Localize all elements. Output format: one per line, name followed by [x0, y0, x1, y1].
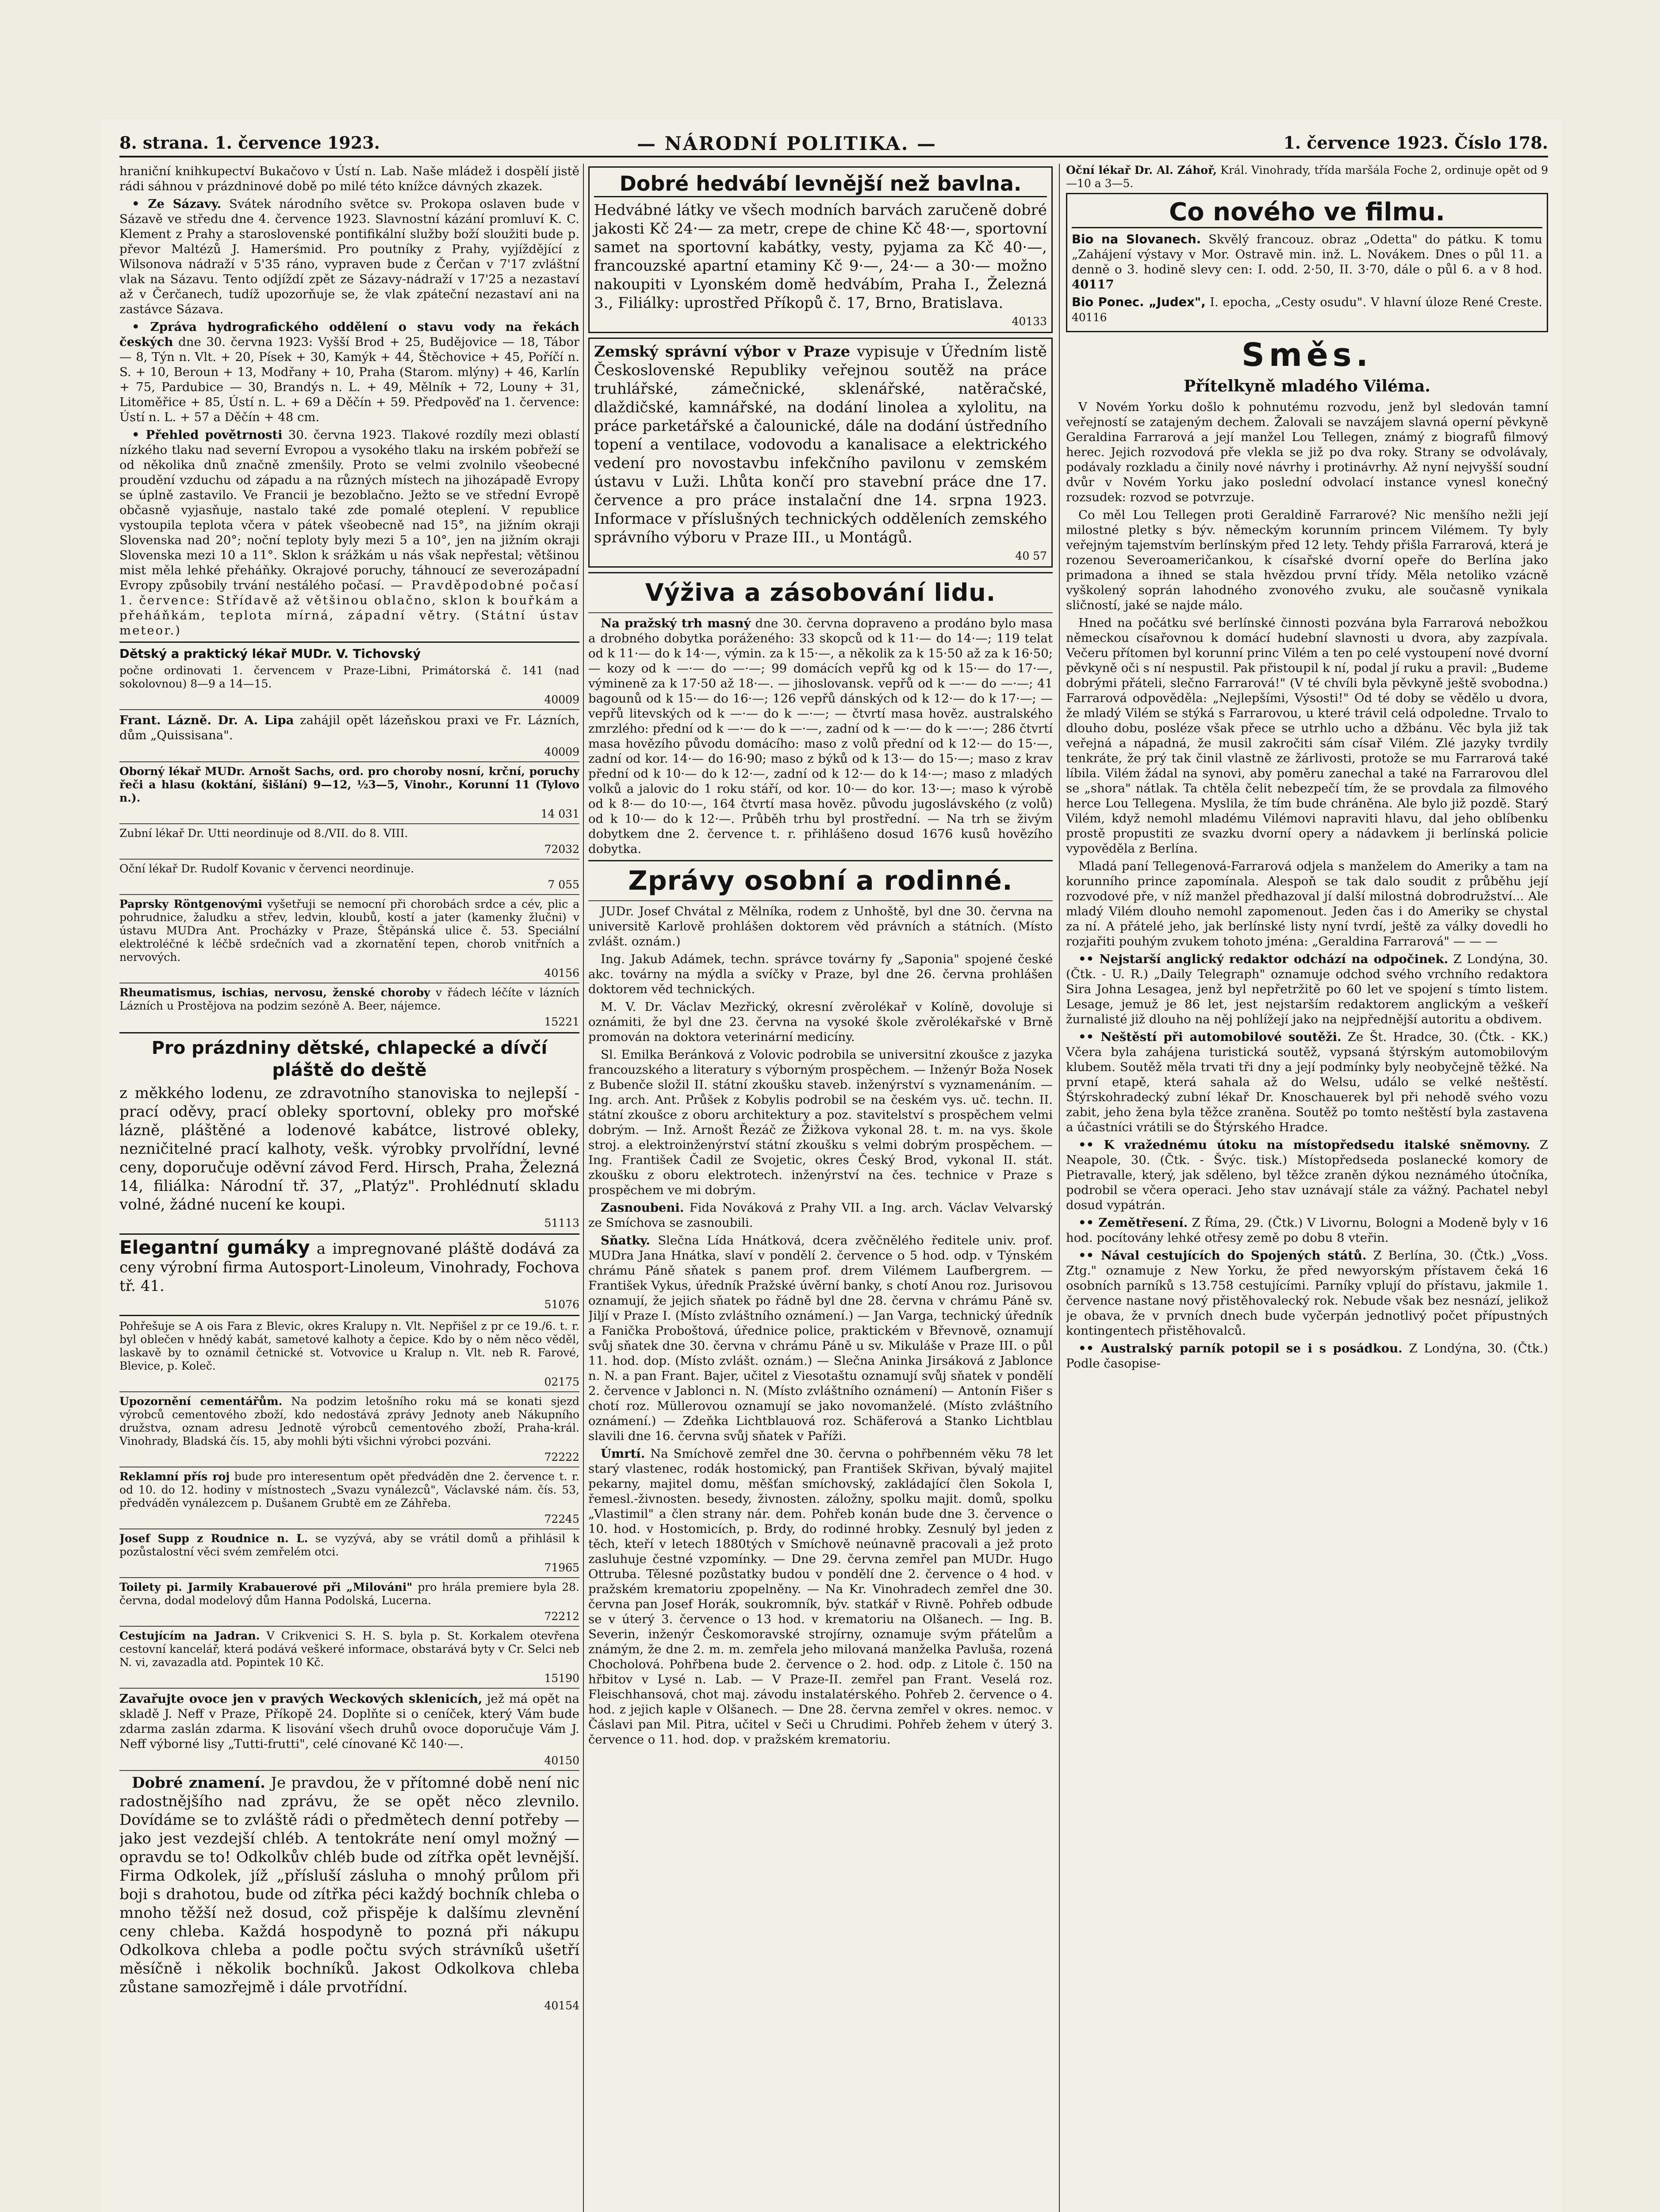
divider: [119, 1577, 579, 1578]
divider: [119, 709, 579, 710]
news-italy-lead: •• K vražednému útoku na místopředsedu italské sněmovny.: [1078, 1138, 1530, 1152]
divider: [119, 1770, 579, 1771]
ad-zahor-body: Král. Vinohrady, třída maršála Foche 2, ordinuje opět od 9—10 a 3—5.: [1066, 164, 1548, 190]
story-p4: Mladá paní Tellegenová-Farrarová odjela s manželem do Ameriky a tam na korunního prince zapomínala. Alespoň se tak dalo soudit z průběhu její rozvodové pře, v níž manžel předhazoval jí další milostná dobrodružství... Ale mladý Vilém dlouho nemohl zapomenout. Jeden čas i do Ameriky se chystal za ní. A přátelé jeho, jak berlínské listy nyní tvrdí, ještě za války dovedli ho rozjařiti pouhým zvukem tohoto jména: „Geraldina Farrarová" — — —: [1066, 859, 1548, 949]
column-rule-1: [583, 164, 584, 2212]
ad-number: 15221: [544, 1015, 579, 1028]
ad-weck: [119, 1691, 579, 1751]
ad-number: 40150: [544, 1754, 579, 1767]
ad-rheuma: [119, 986, 579, 1029]
divider: [119, 761, 579, 762]
news-lesage-body: Z Londýna, 30. (Čtk. - U. R.) „Daily Telegraph" oznamuje odchod svého vrchního redaktora Sira Johna Lesagea, jenž byl nepřetržitě po 60 let ve spojení s tímto listem. Lesage, jemuž je 86 let, jest nejstarším redaktorem anglickým a veškeří žurnalisté již dlouho na něj pohlížejí jako na nejpřednější autoritu a obdivem.: [1066, 952, 1548, 1026]
ad-number: 7 055: [548, 878, 579, 891]
ad-rontgen-body: vyšetřuji se nemocní při chorobách srdce a cév, plic a pohrudnice, žaludku a střev, ledvin, kloubů, kostí a jater (kamenky žlučni) v ústavu MUDra Ant. Procházky v Praze, Štěpánská ulice č. 53. Speciální elektroléčné k léčbě srdečních vad a zkornatění tepen, chorob vnitřních a nervových.: [119, 898, 579, 964]
article-weather-body: 30. června 1923. Tlakové rozdíly mezi oblastí nízkého tlaku nad severní Evropou a vysokého tlaku na irském pobřeží se od několika dnů značně zmenšily. Proto se velmi zvolnilo všeobecné proudění vzduchu od západu a na různých místech na jihozápadě Evropy se úplně zastavilo. Ve Francii je bezoblačno. Ježto se ve střední Evropě občasně vyjasňuje, nastalo také zde pomalé oteplení. V republice vystoupila teplota včera v pátek všeobecně nad 15°, na jižním okraji Slovenska nad 20°; noční teploty byly mezi 5 a 10°, jen na jižním okraji Slovenska mezi 10 a 11°. Sklon k srážkám u nás však nepřestal; většinou mist měla lehké přeháňky. Okrajové poruchy, táhnoucí ze severozápadní Evropy způsobily trvání nestálého počasí.: [119, 428, 579, 592]
film-ponec-body: I. epocha, „Cesty osudu". V hlavní úloze René Creste.: [1210, 295, 1542, 309]
news-auto-body: Ze Št. Hradce, 30. (Čtk. - KK.) Včera byla zahájena turistická soutěž, vypsaná štýrským automobilovým klubem. Soutěž měla trvati tři dny a její podmínky byly neobyčejně těžké. Na první etapě, která sahala až do Welsu, událo se velké neštěstí. Štýrskohradecký zubní lékař Dr. Knoschauerek byl při nehodě svého vozu zabit, jeho žena byla těžce zraněna. Soutěž po tomto neštěstí byla zastavena a účastníci vrátili se do Štýrského Hradce.: [1066, 1030, 1548, 1134]
divider: [588, 572, 1053, 573]
divider: [588, 860, 1053, 861]
news-earthquake-body: Z Říma, 29. (Čtk.) V Livornu, Bologni a Modeně byly v 16 hod. pocítovány lehké otřesy země po dobu 8 vteřin.: [1066, 1216, 1548, 1245]
news-italy: [1066, 1137, 1548, 1213]
ad-gumaky-body: a impregnované pláště dodává za ceny výrobní firma Autosport-Linoleum, Vinohrady, Fochova tř. 41.: [119, 1240, 579, 1295]
divider: [119, 641, 579, 643]
divider: [119, 1032, 579, 1033]
ad-number: 51076: [544, 1298, 579, 1311]
ad-toilety-title: Toilety pi. Jarmily Krabauerové při „Milováni": [119, 1581, 413, 1594]
ad-number: 40009: [544, 693, 579, 706]
column-3: [1066, 164, 1548, 2212]
ad-gumaky: [119, 1238, 579, 1311]
story-title: Přítelkyně mladého Viléma.: [1184, 377, 1430, 396]
ad-supp-title: Josef Supp z Roudnice n. L.: [119, 1532, 308, 1545]
story-p2: Co měl Lou Tellegen proti Geraldině Farrarové? Nic menšího nežli její milostné pletky s býv. německým korunním princem Vilémem. Ty byly veřejným tajemstvím berlínským před 12 lety. Tehdy přišla Farrarová, která je rozenou Severoameričankou, k císařské dvorní opeře do Berlína jako primadona a ihned se stala hvězdou první třídy. Měla netoliko vzácně vyškolený soprán lahodného zvonového zvuku, ale současně vynikala sličností, jaké se najde málo.: [1066, 508, 1548, 612]
personal-engagements: [588, 1200, 1053, 1230]
ad-gumaky-title: Elegantní gumáky: [119, 1237, 310, 1258]
news-lesage: [1066, 952, 1548, 1027]
film-slovany: [1072, 232, 1542, 292]
divider: [119, 1233, 579, 1235]
news-immigration-lead: •• Nával cestujících do Spojených států.: [1078, 1248, 1367, 1263]
news-italy-body: Z Neapole, 30. (Čtk. - Švýc. tisk.) Místopředseda poslanecké komory de Pietravalle, který, jak sděleno, byl těžce zraněn dýkou neznámého útočníka, podrobil se včera operaci. Jeho stav uznávají stále za vážný. Pachatel nebyl dosud vypátrán.: [1066, 1138, 1548, 1212]
ad-odkolek: [119, 1774, 579, 1997]
personal-exams: Sl. Emilka Beránková z Volovic podrobila se universitní zkoušce z jazyka francouzského a literatury s výborným prospěchem. — Inženýr Boža Nosek z Bubenče složil II. státní zkoušku staveb. inženýrství s vyznamenáním. — Ing. arch. Ant. Průšek z Kobylis podrobil se na českém vys. uč. techn. II. státní zkoušce z oboru architektury a poz. stavitelství s prospěchem velmi dobrým. — Inž. Arnošt Řezáč ze Žižkova vykonal 28. t. m. na vys. škole stroj. a elektroinženýrství státní zkoušku s velmi dobrým prospěchem. — Ing. František Čadil ze Svojetic, okres Český Brod, vykonal II. stát. zkoušku z oboru elektrotech. inženýrství na čes. technice v Praze s prospěchem ve mi dobrým.: [588, 1048, 1053, 1197]
news-immigration: [1066, 1248, 1548, 1338]
ad-tichovsky-title: Dětský a praktický lékař MUDr. V. Tichovský: [119, 647, 421, 661]
ad-sachs-body: Oborný lékař MUDr. Arnošt Sachs, ord. pro choroby nosní, krční, poruchy řeči a hlasu (koktání, šišlání) 9—12, ½3—5, Vinohr., Korunní 11 (Tylovo n.).: [119, 765, 579, 804]
column-1: [119, 164, 579, 2212]
article-weather-lead: • Přehled povětrnosti: [132, 428, 283, 442]
news-steamer-body: Z Londýna, 30. (Čtk.) Podle časopise-: [1066, 1341, 1548, 1371]
ad-number: 40116: [1072, 311, 1107, 324]
ad-odkolek-title: Dobré znamení.: [132, 1774, 265, 1792]
news-steamer-lead: •• Australský parník potopil se i s posádkou.: [1078, 1341, 1403, 1356]
ad-rheuma-body: v řádech léčíte v lázních Lázních u Prostějova na podzim sezóně A. Beer, nájemce.: [119, 986, 579, 1012]
column-rule-2: [1059, 164, 1060, 2212]
ad-number: 72222: [544, 1451, 579, 1463]
ad-toilety: [119, 1581, 579, 1607]
ad-sachs: [119, 765, 579, 821]
film-slovany-lead: Bio na Slovanech.: [1072, 232, 1201, 246]
ad-jadran: [119, 1629, 579, 1669]
personal-mezricky: M. V. Dr. Václav Mezřický, okresní zvěrolékař v Kolíně, dovoluje si oznámiti, že byl dne 23. června na vysoké škole zvěrolékařské v Brně promován na doktora veterinární medicíny.: [588, 1000, 1053, 1044]
ad-supp: [119, 1532, 579, 1559]
divider: [588, 900, 1053, 901]
story-p1: V Novém Yorku došlo k pohnutému rozvodu, jenž byl sledován tamní veřejností se zatajeným dechem. Žalovali se navzájem slavná operní pěvkyně Geraldina Farrarová a její manžel Lou Tellegen, známý z biografů filmový herec. Jejich rozvodová pře vlekla se již po dva roky. Strany se odvolávaly, podávaly rozkladu a činily nové návrhy i protinávrhy. Až nyní nejvyšší soudní dvůr v Novém Yorku jako poslední odvolací instance vynesl konečný rozsudek: rozvod se potvrzuje.: [1066, 400, 1548, 504]
ad-rheuma-title: Rheumatismus, ischias, nervosu, ženské choroby: [119, 986, 430, 999]
ad-silk-body: Hedvábné látky ve všech modních barvách zaručeně dobré jakosti Kč 24·— za metr, crepe de chine Kč 48·—, sportovní samet na sportovní kabátky, vesty, pyjama za Kč 40·—, francouzské apartní etaminy Kč 9·—, 24·— a 30·— možno nakoupiti v Lyonském domě hedvábím, Praha I., Železná 3., Filiálky: uprostřed Příkopů č. 17, Brno, Bratislava.: [594, 201, 1047, 312]
ad-tichovsky: [119, 646, 579, 707]
ad-lipa-body: zahájil opět lázeňskou praxi ve Fr. Lázních, dům „Quissisana".: [119, 713, 579, 742]
ad-hirsch-title: Pro prázdniny dětské, chlapecké a dívčí pláště do deště: [151, 1038, 548, 1080]
news-steamer: [1066, 1341, 1548, 1371]
divider: [119, 1391, 579, 1392]
ad-number: 15190: [544, 1672, 579, 1685]
column-2: [588, 164, 1053, 2212]
weddings-body: Slečna Lída Hnátková, dcera zvěčnělého ředitele univ. prof. MUDra Jana Hnátka, slaví v pondělí 2. července o 5 hod. odp. v Týnském chrámu Páně sňatek s panem prof. drem Vilémem Laufbergrem. — František Vykus, úředník Pražské úvěrní banky, s chotí Anou roz. Jurisovou oznamují, že jejich sňatek po řádně byl dne 28. června v chrámu Páně sv. Jiljí v Praze I. (Místo zvláštního oznámení.) — Jan Varga, technický úředník a Fanička Proboštová, úřednice police, praktickém v Břevnově, oznamují svůj sňatek dne 30. června v chrámu Páně u sv. Mikuláše v Praze III. o půl 11. hod. dop. (Místo zvlášt. oznám.) — Slečna Aninka Jirsáková z Jablonce n. N. a pan Frant. Bajer, učitel z Viesotaštu oznamují svůj sňatek v pondělí 2. července v Jablonci n. N. (Místo zvláštního oznámení) — Antonín Fišer s chotí roz. Müllerovou oznamují se jako novomanželé. (Místo zvláštního oznámení.) — Zdeňka Lichtblauová roz. Schäferová a Stanko Lichtblau slavili dne 16. června svůj sňatek v Paříži.: [588, 1233, 1053, 1443]
section-title-personal: Zprávy osobní a rodinné.: [628, 865, 1013, 896]
ad-reklamni-title: Reklamní přís roj: [119, 1470, 230, 1483]
ad-cement-body: Na podzim letošního roku má se konati sjezd výrobců cementového zboží, kdo nedostává zprávy Jednoty aneb Nákupního družstva, oznam adresu Jednotě výrobců cementového zboží, Praha-král. Vinohrady, Bladská čís. 15, aby mohli býti všichni výrobci pozváni.: [119, 1395, 579, 1448]
ad-number: 40133: [1012, 315, 1047, 328]
ad-reklamni-body: bude pro interesentum opět předváděn dne 2. července t. r. od 10. do 12. hodiny v místnostech „Svazu vynálezců", Václavské nám. čís. 53, předváděn vynálezcem p. Dušanem Grubtě em ze Záhřeba.: [119, 1470, 579, 1509]
article-meat-body: dne 30. června dopraveno a prodáno bylo masa a drobného dobytka poráženého: 33 skopců od k 11·— do 14·—; 119 telat od k 11·— do k 14·—, výmin. za k 15·—, a několik za k 15·50 až za k 16·50; — kozy od k —·— do —·—; 99 domácích vepřů kg od k 15·— do 17·—, výmineně za k 17·50 až 18·—. — jihoslovansk. vepřů od k —·— do —·—; 41 bagounů od k 15·— do 16·—; 126 vepřů dánských od k 12·— do k 17·—; — vepřů litevských od k —·— do k —·—; — čtvrtí masa hověz. australského zmrzlého: přední od k —·— do k —·—, zadní od k —·— do k —·—; 286 čtvrtí masa hovězího původu domácího: maso z volů přední od k 12·— do 15·—, zadní od kor. 14·— do 16·90; maso z býků od k 13·— do 15·—; maso z krav přední od k 10·— do k 12·—, zadní od k 12·— do k 14·—; maso z mladých volků a jalovic do 1 roku stáří, od kor. 10·— do kor. 13·—; maso k výrobě od k 8·— do 10·—, 164 čtvrtí masa hověz. původu jugoslávského (z volů) od k 10·— do k 12·—. Průběh trhu byl prostřední. — Na trh se živým dobytkem dne 2. července t. r. přihlášeno dosud 1676 kusů hovězího dobytka.: [588, 616, 1053, 856]
ad-lipa-text: [119, 713, 579, 743]
section-title-food: Výživa a zásobování lidu.: [645, 579, 996, 607]
page-header: [119, 133, 1548, 159]
article-hydro-lead: • Zpráva hydrografického oddělení o stavu vody na řekách českých: [119, 320, 579, 349]
ad-cement: [119, 1395, 579, 1448]
ad-number: 72032: [544, 843, 579, 856]
ad-number: 40009: [544, 745, 579, 758]
article-sazava: [119, 196, 579, 317]
ad-supp-body: se vyzývá, aby se vrátil domů a přihlásil k pozůstalostní věci svém zemřelém otci.: [119, 1532, 579, 1558]
personal-chvatal: JUDr. Josef Chvátal z Mělníka, rodem z Unhoště, byl dne 30. června na universitě Karlově prohlášen doktorem věd právních a státních. (Místo zvlášt. oznám.): [588, 904, 1053, 949]
film-title: Co nového ve filmu.: [1072, 198, 1542, 228]
header-right: 1. července 1923. Číslo 178.: [1283, 133, 1548, 153]
ad-kovanic: Oční lékař Dr. Rudolf Kovanic v červenci neordinuje.: [119, 862, 414, 875]
header-rule: [119, 156, 1548, 157]
ad-gumaky-text: [119, 1238, 579, 1295]
ad-number: 14 031: [541, 807, 579, 820]
ad-number: 71965: [544, 1561, 579, 1574]
ad-zahor: [1066, 164, 1548, 190]
ad-hirsch-body: z měkkého lodenu, ze zdravotního stanoviska to nejlepší - prací oděvy, prací obleky sportovní, obleky pro mořské lázně, pláštěné a lodenové kabátce, listrové obleky, nezničitelné prací kalhoty, vešk. výrobky prvolřídní, levné ceny, doporučuje oděvní závod Ferd. Hirsch, Praha, Železná 14, filiálka: Národní tř. 37, „Platýz". Prohlédnutí skladu volné, žádné nucení ke koupi.: [119, 1084, 579, 1214]
notice-zemsky-body: vypisuje v Úředním listě Československé Republiky veřejnou soutěž na práce truhlářské, zámečnické, sklenářské, natěračské, dlaždičské, kamnářské, na dodání linolea a xylolitu, na práce parketářské a čalounické, dále na dodání ústředního topení a ventilace, vodovodu a kanalisace a elektrického vedení pro novostavbu infekčního pavilonu v zemském ústavu v Luži. Lhůta končí pro stavební práce dne 17. července a pro práce instalační dne 14. srpna 1923. Informace v příslušných technických odděleních zemského správního výboru v Praze III., u Montágů.: [594, 343, 1047, 546]
ad-rontgen: [119, 898, 579, 980]
ad-hirsch: [119, 1037, 579, 1230]
deaths-body: Na Smíchově zemřel dne 30. června o pohřbenném věku 78 let starý vlastenec, rodák hostomický, pan František Skřivan, bývalý majitel pekarny, majitel domu, měšťan smíchovský, zakládající člen Sokola I, řemesl.-živnosten. besedy, živnosten. záložny, spolku majit. domů, spolku „Vlastimil" a člen strany nár. dem. Pohřeb konán bude dne 3. července o 10. hod. v Hostomicích, p. Brdy, do rodinné hrobky. Zesnulý byl jeden z těch, kteří v letech 1880tých v Smíchově neúnavně pracovali a jež proto zasluhuje čestné vzpomínky. — Dne 29. června zemřel pan MUDr. Hugo Ottruba. Tělesné pozůstatky budou v pondělí dne 2. července o 4 hod. v pražském krematoriu zpopelněny. — Na Kr. Vinohradech zemřel dne 30. června pan Josef Horák, soukromník, býv. statkář v Rivně. Pohřeb odbude se v úterý 3. července o 13 hod. v krematoriu na Olšanech. — Ing. B. Severin, inženýr Českomoravské strojírny, oznamuje svým přátelům a známým, že dne 2. m. m. zemřela jeho milovaná manželka Pavluša, rozená Chocholová. Pohřbena bude 2. července o 2. hod. odp. z Litole č. 150 na hřbitov v Lysé n. Lab. — V Praze-II. zemřel pan Frant. Veselá roz. Fleischhansová, chot maj. závodu instalatérského. Pohřeb 2. července o 4. hod. z jejich kaple v Olšanech. — Dne 28. června zemřel v okres. nemoc. v Čáslavi pan Mil. Pitra, učitel v Seči u Chrudimi. Pohřeb žehem v úterý 3. července o 11. hod. dop. v pražském krematoriu.: [588, 1447, 1053, 1747]
news-lesage-lead: •• Nejstarší anglický redaktor odchází na odpočinek.: [1078, 952, 1449, 966]
header-left: 8. strana. 1. července 1923.: [119, 133, 380, 153]
news-immigration-body: Z Berlína, 30. (Čtk.) „Voss. Ztg." oznamuje z New Yorku, že před newyorským přístavem čeká 16 osobních parníků s 13.758 cestujícími. Parníky vplují do přístavu, jakmile 1. července nastane nový přistěhovalecký rok. Nebude však bez nesnází, jelikož je obava, že v prvních dnech bude vyčerpán jednotlivý počet přípustných kontingentech přistěhovalců.: [1066, 1248, 1548, 1338]
ad-number: 72212: [544, 1610, 579, 1623]
section-title-smes: Směs.: [1242, 336, 1372, 373]
divider: [588, 612, 1053, 613]
article-hydro-body: dne 30. června 1923: Vyšší Brod + 25, Budějovice — 18, Tábor — 8, Týn n. Vlt. + 20, Písek + 30, Kamýk + 44, Štěchovice + 45, Poříčí n. S. + 10, Beroun + 13, Modřany + 10, Praha (Starom. mlýny) + 46, Karlín + 75, Pardubice — 30, Brandýs n. L. + 49, Mělník + 72, Louny + 31, Litoměřice + 85, Ústí n. L. + 69 a Děčín + 59. Předpověď na 1. července: Ústí n. L. + 57 a Děčín + 48 cm.: [119, 335, 579, 424]
ad-reklamni: [119, 1470, 579, 1510]
film-ponec: [1072, 295, 1542, 325]
divider: [119, 894, 579, 895]
personal-deaths: [588, 1446, 1053, 1747]
notice-zemsky-text: [594, 342, 1047, 547]
divider: [119, 823, 579, 824]
header-masthead: — NÁRODNÍ POLITIKA. —: [637, 133, 937, 154]
film-ponec-lead: Bio Ponec. „Judex",: [1072, 295, 1206, 309]
ad-number: 40 57: [1015, 549, 1047, 562]
article-meat-lead: Na pražský trh masný: [601, 616, 751, 630]
weddings-lead: Sňatky.: [601, 1233, 650, 1248]
ad-number: 02175: [544, 1375, 579, 1388]
ad-number: 40154: [544, 1999, 579, 2012]
film-slovany-body: Skvělý francouz. obraz „Odetta" do pátku. K tomu „Zahájení výstavy v Mor. Ostravě min. inž. L. Novákem. Dnes o půl 11. a denně o 3. hodině slevy cen: I. odd. 2·50, II. 3·70, dále o půl 6. a v 8 hod.: [1072, 232, 1543, 276]
news-earthquake: [1066, 1215, 1548, 1245]
ad-number: 40156: [544, 967, 579, 979]
ad-missing-person: Pohřešuje se A ois Fara z Blevic, okres Kralupy n. Vlt. Nepřišel z pr ce 19./6. t. r. byl oblečen v hnědý kabát, sametové kalhoty a čepice. Kdo by o něm něco věděl, laskavě by to oznámil četnické st. Votvovice u Kralup n. Vlt. neb R. Farové, Blevice, p. Koleč.: [119, 1320, 579, 1372]
notice-zemsky-lead: Zemský správní výbor v Praze: [594, 343, 851, 361]
story-p3: Hned na počátku své berlínské činnosti pozvána byla Farrarová nebožkou německou císařovnou k domácí hudební slavnosti u dvora, aby zazpívala. Večeru přítomen byl korunní princ Vilém a ten po celé vystoupení nové dvorní pěvkyně oči s ní nespustil. Pak přistoupil k ní, podal jí ruku a pravil: „Budeme dobrými přáteli, slečno Farrarová!" (V té chvíli byla pěvkyně ještě svobodna.) Farrarová odpověděla: „Nejlepšími, Výsosti!" Od té doby se vědělo u dvora, že mladý Vilém se stýká s Farrarovou, u které trávil celá odpoledne. Trvalo to dlouho dobu, posléze však přece se utrhlo ucho a džbánu. Věc byla již tak veřejná a nápadná, že musil zakročiti sám císař Vilém. Zlé jazyky tvrdily tenkráte, že prý tak činil vlastně ze žárlivosti, protože se mu Farrarová také líbila. Vilém žádal na synovi, aby poměru zanechal a také na Farrarovou dlel se „shora" nátlak. Ta chtěla čelit nebezpečí tím, že se provdala za filmového herce Lou Tellegena. Myslila, že tím bude chráněna. Ale bylo již pozdě. Starý Vilém, když nemohl mladému Vilémovi napraviti hlavu, dal jeho oblíbenku prostě propustiti ze svazku dvorní opery a nádavkem ji berlínská policie vypověděla z Berlína.: [1066, 616, 1548, 856]
ad-number: 40117: [1072, 277, 1114, 292]
ad-rheuma-text: [119, 986, 579, 1013]
ad-cement-title: Upozornění cementářům.: [119, 1395, 283, 1408]
engagements-lead: Zasnoubeni.: [601, 1201, 684, 1215]
ad-silk-title: Dobré hedvábí levnější než bavlna.: [594, 171, 1047, 197]
ad-tichovsky-body: počne ordinovati 1. červencem v Praze-Libni, Primátorská č. 141 (nad sokolovnou) 8—9 a 14—15.: [119, 664, 579, 690]
ad-number: 72245: [544, 1513, 579, 1525]
personal-adamek: Ing. Jakub Adámek, techn. správce továrny fy „Saponia" spojené české akc. továrny na mýdla a svíčky v Praze, byl dne 26. června prohlášen doktorem věd technických.: [588, 952, 1053, 996]
ad-lipa: [119, 713, 579, 759]
article-sazava-lead: • Ze Sázavy.: [132, 197, 222, 211]
ad-weck-body: jež má opět na skladě J. Neff v Praze, Příkopě 24. Doplňte si o ceníček, který Vám bude zdarma zaslán zdarma. K lisování všech druhů ovoce doporučuje Vám J. Neff výborné lisy „Tutti-frutti", celé cínované Kč 140·—.: [119, 1692, 579, 1751]
divider: [119, 1626, 579, 1627]
divider: [119, 859, 579, 860]
news-auto: [1066, 1029, 1548, 1135]
personal-weddings: [588, 1233, 1053, 1444]
ad-rontgen-text: [119, 898, 579, 964]
notice-zemsky-vybor: [588, 338, 1053, 568]
news-earthquake-lead: •• Zemětřesení.: [1078, 1216, 1188, 1230]
deaths-lead: Úmrtí.: [601, 1447, 645, 1461]
ad-lipa-title: Frant. Lázně. Dr. A. Lipa: [119, 713, 294, 727]
divider: [119, 1315, 579, 1316]
divider: [119, 1528, 579, 1529]
news-auto-lead: •• Neštěstí při automobilové soutěži.: [1078, 1030, 1342, 1044]
ad-silk: [588, 166, 1053, 333]
film-box: [1066, 193, 1548, 332]
engagements-body: Fida Nováková z Prahy VII. a Ing. arch. Václav Velvarský ze Smíchova se zasnoubili.: [588, 1201, 1053, 1230]
ad-zahor-title: Oční lékař Dr. Al. Záhoř,: [1066, 164, 1217, 177]
ad-toilety-body: pro hrála premiere byla 28. června, dodal modelový dům Hanna Podolská, Lucerna.: [119, 1581, 579, 1607]
article-weather: [119, 427, 579, 638]
article-hydro: [119, 319, 579, 425]
article-continued: hraniční knihkupectví Bukačovo v Ústí n. Lab. Naše mládež i dospělí jistě rádi sáhnou v prázdninové době po milé této knížce dávných zkazek.: [119, 164, 579, 193]
ad-weck-title: Zavařujte ovoce jen v pravých Weckových sklenicích,: [119, 1692, 483, 1706]
article-weather-forecast: — Pravděpodobné počasí 1. července: Střídavě až většinou oblačno, sklon k bouřkám a přeháňkám, teplota mírná, západní větry. (Státní ústav meteor.): [119, 578, 579, 637]
divider: [119, 1688, 579, 1689]
ad-odkolek-body: Je pravdou, že v přítomné době není nic radostnějšího nad zprávu, že se opět něco zlevnilo. Dovídáme se to zvláště rádi o předmětech denní potřeby — jako jest vezdejší chléb. A tentokráte není omyl možný — opravdu se to! Odkolkův chléb bude od zítřka opět levnější. Firma Odkolek, jíž „přísluší zásluha o mnohý průlom při boji s drahotou, bude od zítřka péci každý bochník chleba o mnoho těžší než dosud, což přispěje k dalšímu zlevnění ceny chleba. Každá hospodyně to pozná při nákupu Odkolkova chleba a podle počtu svých strávníků ušetří měsíčně i několik bochníků. Jakost Odkolkova chleba zůstane samozřejmě i dále prvotřídní.: [119, 1774, 579, 1996]
article-sazava-body: Svátek národního světce sv. Prokopa oslaven bude v Sázavě ve středu dne 4. července 1923. Slavnostní kázání promluví K. C. Klement z Prahy a staroslovenské pontifikální služby boží sloužiti bude p. převor Maltézů J. Hamerśmid. Pro poutníky z Prahy, vyjíždějící z Wilsonova nádraží v 5'35 ráno, vypraven bude z Čerčan v 7'17 zvláštní vlak na Sázavu. Tento odjíždí zpět ze Sázavy-nádraží v 17'25 a nezastaví až v Čerčanech, tudíž upozorňuje se, že vlak zpáteční nezastaví ani na zastávce Sázava.: [119, 197, 579, 316]
ad-jadran-title: Cestujícím na Jadran.: [119, 1629, 260, 1642]
ad-rontgen-title: Paprsky Röntgenovými: [119, 898, 263, 910]
article-meat-market: [588, 616, 1053, 856]
ad-number: 51113: [544, 1217, 579, 1229]
ad-utti: Zubní lékař Dr. Utti neordinuje od 8./VII. do 8. VIII.: [119, 827, 408, 840]
ad-jadran-body: V Crikvenici S. H. S. byla p. St. Korkalem otevřena cestovní kancelář, která podává veškeré informace, obstarává byty v Cr. Selci neb N. vi, zavazadla atd. Popintek 10 Kč.: [119, 1629, 579, 1669]
